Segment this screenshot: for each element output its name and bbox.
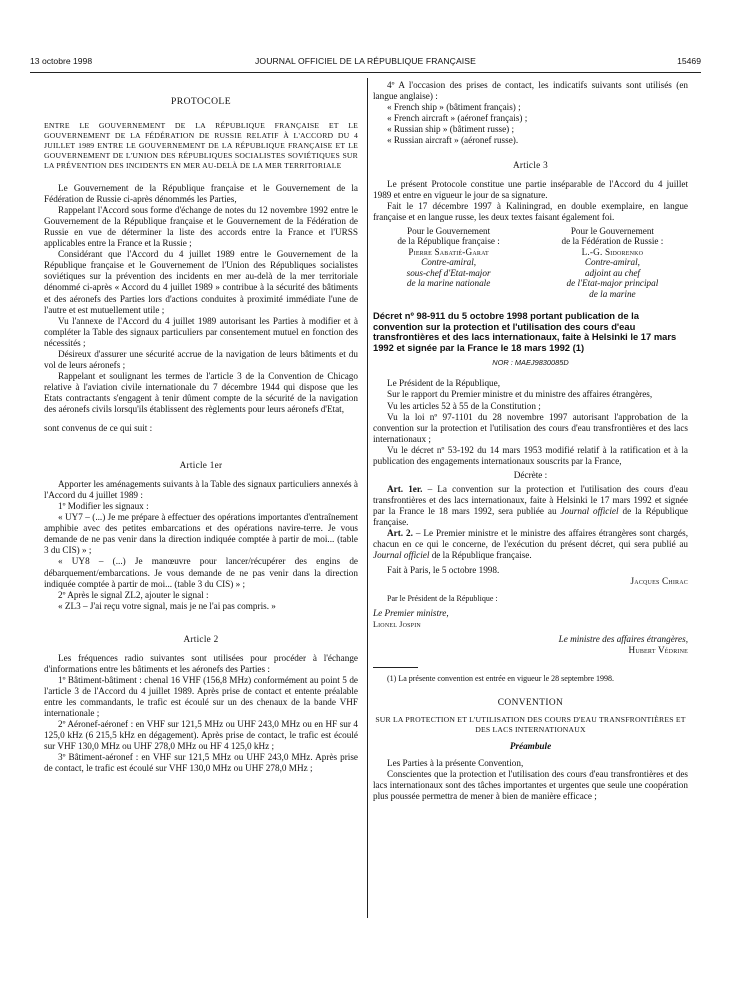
protocol-subtitle: ENTRE LE GOUVERNEMENT DE LA RÉPUBLIQUE FRANÇAISE ET LE GOUVERNEMENT DE LA FÉDÉRATION DE RUSSIE RELATIF À L'ACCORD DU 4 JUILLET 1989 ENTRE LE GOUVERNEMENT DE LA RÉPUBLIQUE FRANÇAISE ET LE GOUVERNEMENT DE L'UNION DES RÉPUBLIQUES SOCIALISTES SOVIÉTIQUES SUR LA PRÉVENTION DES INCIDENTS EN MER AU-DELÀ DE LA MER TERRITORIALE xyxy=(44,121,358,171)
paragraph: 4º A l'occasion des prises de contact, les indicatifs suivants sont utilisés (en langue anglaise) : xyxy=(373,80,688,102)
paragraph: 2º Aéronef-aéronef : en VHF sur 121,5 MHz ou UHF 243,0 MHz ou en HF sur 4 125,0 kHz (6 215,5 kHz en dégagement). Après prise de contact, le trafic est écoulé sur VHF 130,0 MHz ou UHF 278,0 MHz ou HF 4 125,0 kHz ; xyxy=(44,719,358,752)
column-separator xyxy=(367,78,368,918)
signature-russia: Pour le Gouvernement de la Fédération de Russie : L.-G. Sidorenko Contre-amiral, adjoint au chef de l'Etat-major principal de la marine xyxy=(561,225,664,299)
paragraph: Rappelant et soulignant les termes de l'article 3 de la Convention de Chicago relative à l'aviation civile internationale du 7 décembre 1944 qui dispose que les Etats contractants s'engagent à tenir dûment compte de la sécurité de la navigation des aéronefs civils lorsqu'ils établissent des règlements pour leurs aéronefs d'Etat, xyxy=(44,370,358,414)
footnote-rule xyxy=(373,667,418,668)
paragraph: Les Parties à la présente Convention, xyxy=(387,757,524,768)
paragraph: Le présent Protocole constitue une partie inséparable de l'Accord du 4 juillet 1989 et entre en vigueur le jour de sa signature. xyxy=(373,179,688,201)
page-header xyxy=(30,56,701,70)
convention-subtitle: SUR LA PROTECTION ET L'UTILISATION DES COURS D'EAU TRANSFRONTIÈRES ET DES LACS INTERNATIONAUX xyxy=(375,714,686,734)
signature-france: Pour le Gouvernement de la République française : Pierre Sabatié-Garat Contre-amiral, sous-chef d'Etat-major de la marine nationale xyxy=(397,225,500,289)
paragraph: Les fréquences radio suivantes sont utilisées pour procéder à l'échange d'informations entre les bâtiments et les aéronefs des Parties : xyxy=(44,652,358,674)
premier-ministre-label: Le Premier ministre, xyxy=(373,608,449,619)
decree-article-2: Art. 2. – Le Premier ministre et le ministre des affaires étrangères sont chargés, chacun en ce qui le concerne, de l'exécution du présent décret, qui sera publié au Journal officiel de la République française. xyxy=(373,528,689,561)
paragraph: Conscientes que la protection et l'utilisation des cours d'eau transfrontières et des lacs internationaux sont des tâches importantes et urgentes que seule une coopération plus poussée permettra de mener à bien de manière efficace ; xyxy=(373,768,688,801)
paragraph: « Russian ship » (bâtiment russe) ; xyxy=(387,124,515,135)
paragraph: Fait à Paris, le 5 octobre 1998. xyxy=(387,565,500,576)
paragraph: Apporter les aménagements suivants à la Table des signaux particuliers annexés à l'Accord du 4 juillet 1989 : xyxy=(44,479,358,501)
paragraph: 3º Bâtiment-aéronef : en VHF sur 121,5 MHz ou UHF 243,0 MHz. Après prise de contact, le trafic est écoulé sur VHF 130,0 MHz ou UHF 278,0 MHz ; xyxy=(44,752,358,774)
convention-title: CONVENTION xyxy=(497,697,564,708)
header-journal-title: JOURNAL OFFICIEL DE LA RÉPUBLIQUE FRANÇAISE xyxy=(255,56,476,66)
paragraph: Le Gouvernement de la République française et le Gouvernement de la Fédération de Russie ci-après dénommés les Parties, xyxy=(44,183,358,205)
header-date: 13 octobre 1998 xyxy=(30,56,93,66)
article-heading: Article 1er xyxy=(179,460,223,471)
article-heading: Article 2 xyxy=(183,633,219,644)
decrete: Décrète : xyxy=(513,469,548,480)
header-page-number: 15469 xyxy=(677,56,701,66)
paragraph: Fait le 17 décembre 1997 à Kaliningrad, en double exemplaire, en langue française et en langue russe, les deux textes faisant également foi. xyxy=(373,201,688,223)
left-column xyxy=(44,96,358,774)
paragraph: Vu l'annexe de l'Accord du 4 juillet 1989 autorisant les Parties à modifier et à compléter la Table des signaux particuliers par consentement mutuel en fonction des nécessités ; xyxy=(44,315,358,348)
signatory-vedrine: Hubert Védrine xyxy=(628,645,688,656)
decree-article-1: Art. 1er. – La convention sur la protection et l'utilisation des cours d'eau transfrontières et des lacs internationaux, faite à Helsinki le 17 mars 1992 et signée par la France le 18 mars 1992, sera publiée au Journal officiel de la République française. xyxy=(373,483,688,527)
paragraph: Vu le décret nº 53-192 du 14 mars 1953 modifié relatif à la ratification et à la publication des engagements internationaux souscrits par la France, xyxy=(373,444,688,466)
paragraph: Désireux d'assurer une sécurité accrue de la navigation de leurs bâtiments et du vol de leurs aéronefs ; xyxy=(44,348,358,370)
paragraph: « ZL3 – J'ai reçu votre signal, mais je ne l'ai pas compris. » xyxy=(58,600,276,611)
paragraph: Sur le rapport du Premier ministre et du ministre des affaires étrangères, xyxy=(387,389,653,400)
paragraph: 1º Modifier les signaux : xyxy=(58,501,149,512)
paragraph: « French ship » (bâtiment français) ; xyxy=(387,102,521,113)
preamble-heading: Préambule xyxy=(509,740,552,751)
paragraph: Vu la loi nº 97-1101 du 28 novembre 1997 autorisant l'approbation de la convention sur la protection et l'utilisation des cours d'eau transfrontières et des lacs internationaux ; xyxy=(373,411,688,444)
signatory-jospin: Lionel Jospin xyxy=(373,620,421,630)
par-le-president: Par le Président de la République : xyxy=(387,594,498,604)
article-heading: Article 3 xyxy=(512,160,549,171)
decree-title: Décret nº 98-911 du 5 octobre 1998 portant publication de la convention sur la protection et l'utilisation des cours d'eau transfrontières et des lacs internationaux, faite à Helsinki le 17 mars 1992 et signée par la France le 18 mars 1992 (1) xyxy=(373,310,677,353)
paragraph: « French aircraft » (aéronef français) ; xyxy=(387,113,528,124)
signatory-chirac: Jacques Chirac xyxy=(630,576,688,587)
header-rule xyxy=(30,72,701,73)
signature-block xyxy=(373,226,688,300)
paragraph: Considérant que l'Accord du 4 juillet 1989 entre le Gouvernement de la République française et le Gouvernement de l'Union des Républiques socialistes soviétiques sur la prévention des incidents en mer au-delà de la mer territoriale dénommé ci-après « Accord du 4 juillet 1989 » contribue à la sécurité des bâtiments et des aéronefs des Parties lors d'actions conduites à proximité immédiate l'une de l'autre et est mutuellement utile ; xyxy=(44,249,358,315)
paragraph: 2º Après le signal ZL2, ajouter le signal : xyxy=(58,589,209,600)
paragraph: Vu les articles 52 à 55 de la Constitution ; xyxy=(387,400,541,411)
paragraph: « Russian aircraft » (aéronef russe). xyxy=(387,135,519,146)
paragraph: Le Président de la République, xyxy=(387,378,501,389)
right-column xyxy=(373,80,688,802)
paragraph: 1º Bâtiment-bâtiment : chenal 16 VHF (156,8 MHz) conformément au point 5 de l'article 3 de l'Accord du 4 juillet 1989. Après prise de contact et entente préalable entre les commandants, le trafic est écoulé sur un des chenaux de la bande VHF internationale ; xyxy=(44,674,358,718)
nor-reference: NOR : MAEJ9830085D xyxy=(492,358,569,368)
ministre-label: Le ministre des affaires étrangères, xyxy=(558,634,688,645)
paragraph: « UY8 – (...) Je manœuvre pour lancer/récupérer des engins de débarquement/embarcations. Je vous demande de ne pas venir dans la direction indiquée comptée à partir de moi... (table 3 du CIS) » ; xyxy=(44,556,358,589)
paragraph: sont convenus de ce qui suit : xyxy=(44,423,153,434)
paragraph: Rappelant l'Accord sous forme d'échange de notes du 12 novembre 1992 entre le Gouvernement de la République française et le Gouvernement de la Fédération de Russie en vue de déterminer la liste des accords entre la France et l'URSS applicables entre la France et la Russie ; xyxy=(44,205,358,249)
footnote: (1) La présente convention est entrée en vigueur le 28 septembre 1998. xyxy=(387,673,615,683)
protocol-title: PROTOCOLE xyxy=(171,96,231,107)
paragraph: « UY7 – (...) Je me prépare à effectuer des opérations importantes d'entraînement amphibie avec des petites embarcations et des opérations navire-terre. Je vous demande de ne pas venir dans la direction indiquée comptée à partir de moi... (table 3 du CIS) » ; xyxy=(44,512,358,556)
